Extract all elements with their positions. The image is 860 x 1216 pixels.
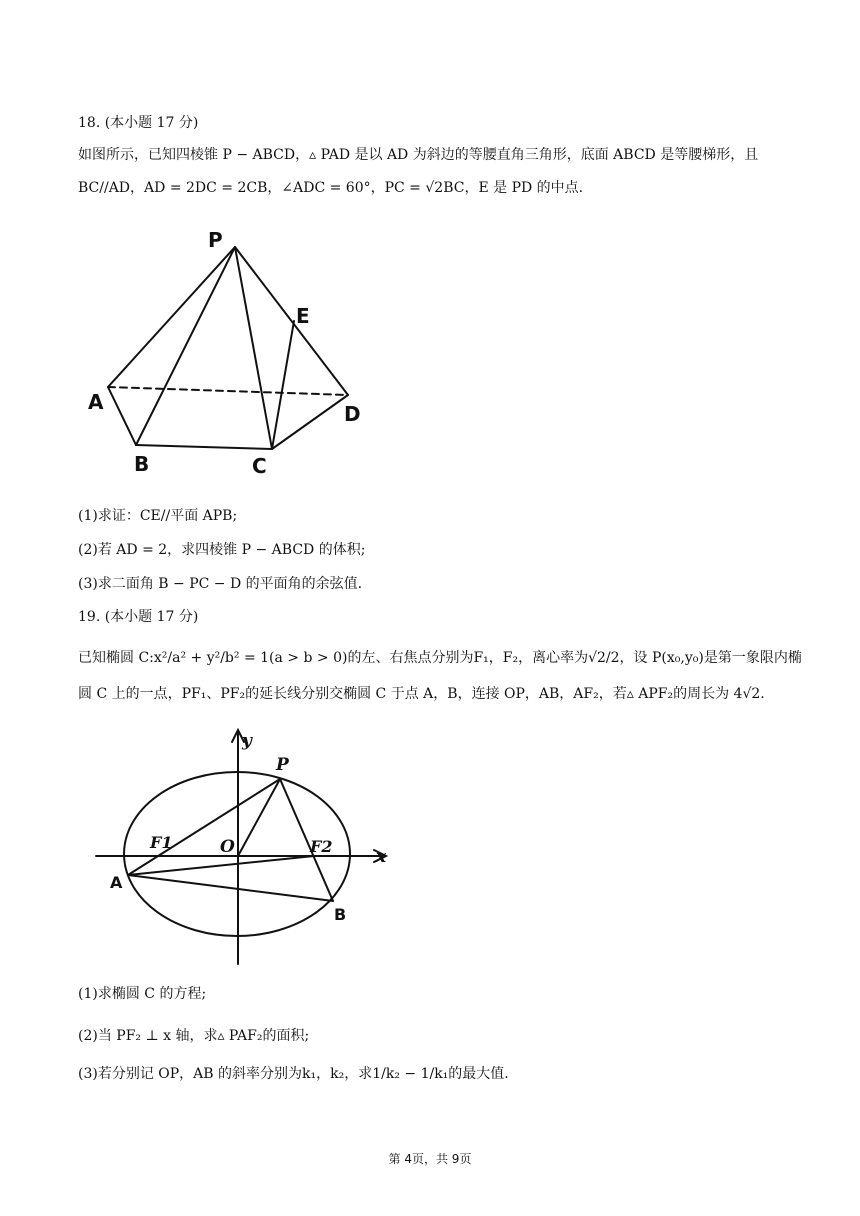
label-p: P (276, 755, 289, 775)
label-b: B (134, 452, 150, 476)
problem-19-question-3: (3)若分别记 OP，AB 的斜率分别为k₁，k₂，求1/k₂ − 1/k₁的最大值. (78, 1066, 509, 1082)
page-footer: 第 4页，共 9页 (388, 1152, 472, 1166)
label-y: y (242, 731, 252, 751)
problem-19-question-2: (2)当 PF₂ ⊥ x 轴，求▵ PAF₂的面积; (78, 1028, 310, 1044)
problem-18-statement-line-1: 如图所示，已知四棱锥 P − ABCD，▵ PAD 是以 AD 为斜边的等腰直角三角形，底面 ABCD 是等腰梯形，且 (78, 147, 759, 163)
problem-18-question-2: (2)若 AD = 2，求四棱锥 P − ABCD 的体积; (78, 542, 366, 558)
label-x: x (376, 847, 387, 867)
problem-19-title: 19. (本小题 17 分) (78, 609, 199, 625)
problem-19-statement-line-1: 已知椭圆 C:x²/a² + y²/b² = 1(a > b > 0)的左、右焦点分别为F₁，F₂，离心率为√2/2，设 P(x₀,y₀)是第一象限内椭 (78, 650, 802, 666)
label-b: B (334, 905, 347, 924)
label-e: E (296, 304, 310, 328)
problem-19-statement-line-2: 圆 C 上的一点，PF₁、PF₂的延长线分别交椭圆 C 于点 A，B，连接 OP，AB，AF₂，若▵ APF₂的周长为 4√2. (78, 686, 765, 702)
label-a: A (88, 390, 104, 414)
label-f1: F1 (150, 833, 173, 852)
label-c: C (252, 454, 267, 478)
problem-18-title: 18. (本小题 17 分) (78, 115, 199, 131)
problem-18-statement-line-2: BC//AD，AD = 2DC = 2CB，∠ADC = 60°，PC = √2BC，E 是 PD 的中点. (78, 180, 584, 196)
label-o: O (220, 837, 235, 857)
problem-18-question-3: (3)求二面角 B − PC − D 的平面角的余弦值. (78, 576, 363, 592)
ellipse-figure (92, 726, 402, 971)
label-d: D (344, 402, 361, 426)
label-p: P (208, 228, 223, 252)
pyramid-figure (80, 225, 380, 485)
problem-19-question-1: (1)求椭圆 C 的方程; (78, 986, 207, 1002)
problem-18-question-1: (1)求证：CE//平面 APB; (78, 508, 238, 524)
label-f2: F2 (310, 837, 333, 856)
label-a: A (110, 873, 123, 892)
